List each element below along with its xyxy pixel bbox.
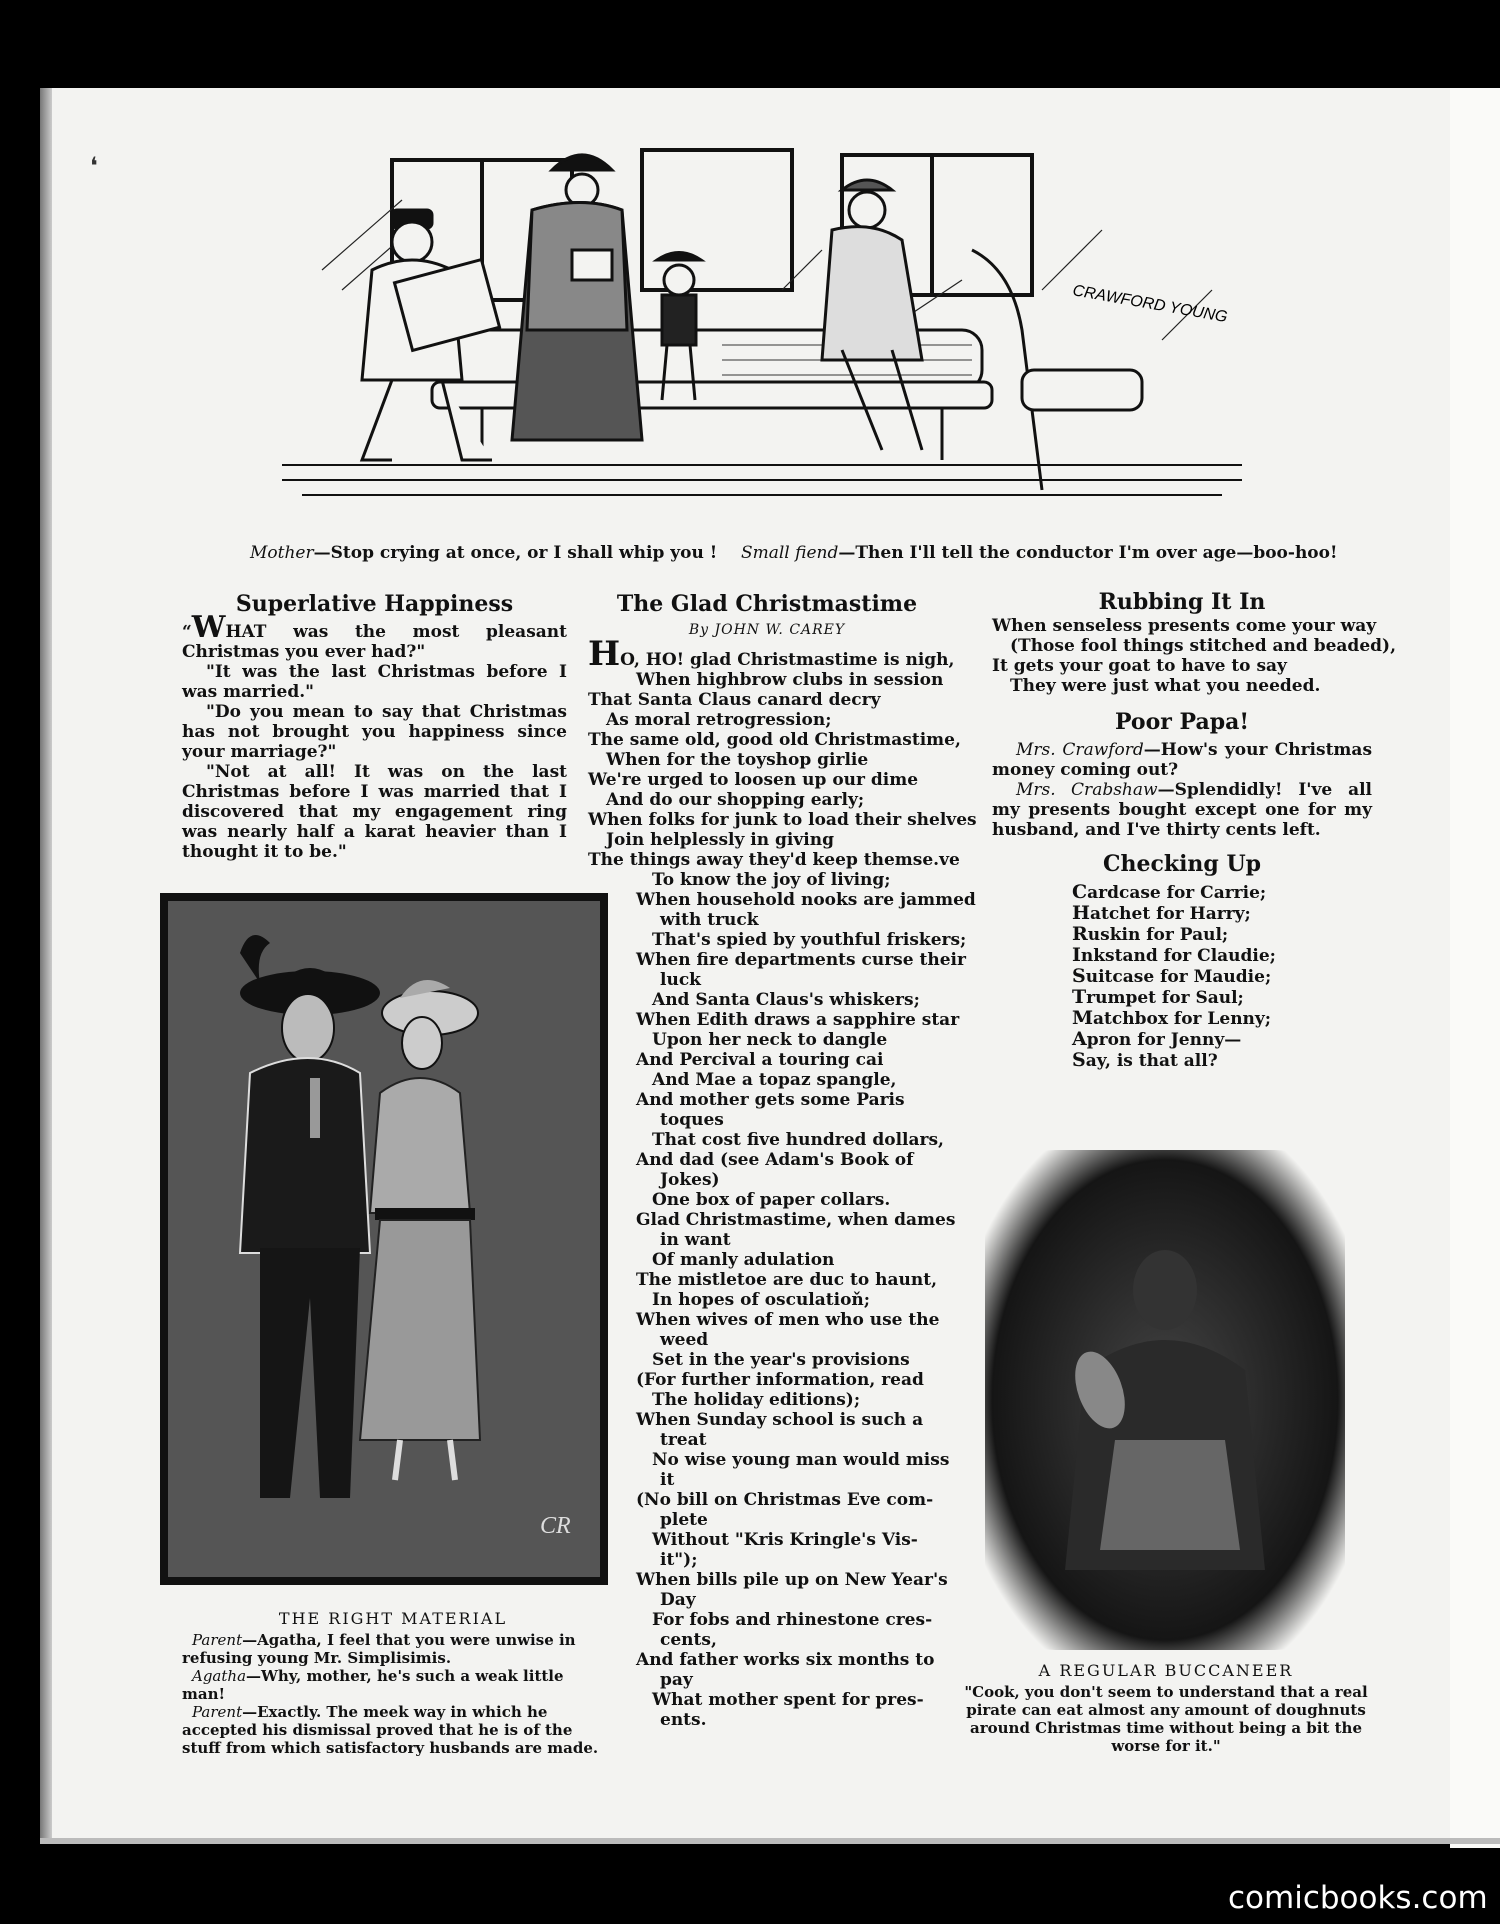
poem-line: Jokes): [660, 1170, 720, 1190]
poem-line: The things away they'd keep themse.ve: [588, 850, 960, 870]
poem-line: To know the joy of living;: [652, 870, 891, 890]
poem-line: When folks for junk to load their shelves: [588, 810, 977, 830]
illustration-signature: CRAWFORD YOUNG: [1071, 282, 1229, 327]
poor-papa-line-1: Mrs. Crawford—How's your Christmas money coming out?: [992, 740, 1373, 780]
poem-line: What mother spent for pres-: [652, 1690, 924, 1710]
dialogue-line-3: Parent—Exactly. The meek way in which he accepted his dismissal proved that he is of the stuff from which satisfactory husbands are made.: [182, 1703, 599, 1757]
poem-byline: By JOHN W. CAREY: [688, 622, 846, 638]
poem-line: toques: [660, 1110, 724, 1130]
poem-line: As moral retrogression;: [606, 710, 832, 730]
checking-item: Cardcase for Carrie;: [1072, 881, 1267, 903]
poem-line: And mother gets some Paris: [636, 1090, 905, 1110]
site-watermark: comicbooks.com: [1228, 1880, 1488, 1916]
caption-role-mother: Mother: [250, 543, 314, 563]
poem-line: No wise young man would miss: [652, 1450, 950, 1470]
right-material-illustration: [160, 893, 608, 1585]
poem-line: pay: [660, 1670, 693, 1690]
margin-mark: ❛: [90, 152, 98, 180]
poem-line: Upon her neck to dangle: [652, 1030, 888, 1050]
next-page-edge: [1450, 88, 1500, 1848]
poem-line: HO, HO! glad Christmastime is nigh,: [588, 634, 955, 674]
superlative-title: Superlative Happiness: [235, 591, 514, 617]
superlative-paragraph-4: "Not at all! It was on the last Christmas before I was married that I discovered that my engagement ring was nearly half a karat heavier than I thought it to be.": [182, 762, 567, 862]
rubbing-title: Rubbing It In: [1098, 589, 1266, 615]
poem-line: Join helplessly in giving: [606, 830, 834, 850]
poem-line: And Percival a touring cai: [636, 1050, 884, 1070]
checking-item: Hatchet for Harry;: [1072, 902, 1251, 924]
rubbing-line: It gets your goat to have to say: [992, 656, 1287, 676]
poem-drop-letter: H: [588, 634, 621, 674]
poem-line: And Mae a topaz spangle,: [652, 1070, 897, 1090]
rubbing-line: When senseless presents come your way: [992, 616, 1377, 636]
superlative-happiness-article: [182, 590, 567, 862]
poem-line: treat: [660, 1430, 707, 1450]
poem-line: And Santa Claus's whiskers;: [652, 990, 920, 1010]
superlative-paragraph-3: "Do you mean to say that Christmas has not brought you happiness since your marriage?": [182, 702, 567, 762]
rubbing-line: (Those fool things stitched and beaded),: [1010, 636, 1396, 656]
poem-line: weed: [660, 1330, 709, 1350]
poem-line: That Santa Claus canard decry: [588, 690, 881, 710]
caption-text-fiend: —Then I'll tell the conductor I'm over age—boo-hoo!: [838, 543, 1338, 563]
dialogue-line-2: Agatha—Why, mother, he's such a weak little man!: [182, 1667, 564, 1703]
drop-letter-w: W: [191, 610, 226, 645]
poem-line: plete: [660, 1510, 708, 1530]
poem-line: And do our shopping early;: [606, 790, 865, 810]
checking-item: Ruskin for Paul;: [1072, 923, 1229, 945]
poem-line: When Edith draws a sapphire star: [636, 1010, 960, 1030]
poem-line: When highbrow clubs in session: [636, 670, 944, 690]
poem-line: Of manly adulation: [652, 1250, 835, 1270]
page-edge: [40, 88, 52, 1840]
buccaneer-title: A REGULAR BUCCANEER: [1038, 1661, 1294, 1680]
quote-open: “: [182, 622, 192, 642]
checking-up-list: [1072, 882, 1372, 1071]
poem-lines: [588, 634, 977, 1730]
poem-line: That cost five hundred dollars,: [652, 1130, 944, 1150]
poem-line: When wives of men who use the: [636, 1310, 940, 1330]
poem-title: The Glad Christmastime: [616, 591, 918, 617]
poem-line: Glad Christmastime, when dames: [636, 1210, 956, 1230]
glad-christmastime-poem: [588, 590, 977, 1730]
poem-line: ents.: [660, 1710, 707, 1730]
caption-role-fiend: Small fiend: [740, 543, 839, 563]
poem-line: When Sunday school is such a: [636, 1410, 924, 1430]
poor-papa-title: Poor Papa!: [1114, 709, 1250, 735]
waiting-room-illustration: [282, 120, 1242, 520]
poem-line: Set in the year's provisions: [652, 1350, 910, 1370]
checking-item: Matchbox for Lenny;: [1072, 1007, 1272, 1029]
superlative-paragraph-1: “WHAT was the most pleasant Christmas you ever had?": [182, 610, 567, 662]
poem-line: That's spied by youthful friskers;: [652, 930, 967, 950]
poem-line: And father works six months to: [636, 1650, 935, 1670]
checking-item: Trumpet for Saul;: [1072, 986, 1244, 1008]
poem-line: One box of paper collars.: [652, 1190, 891, 1210]
buccaneer-caption: [950, 1662, 1382, 1755]
poor-papa-line-2: Mrs. Crabshaw—Splendidly! I've all my presents bought except one for my husband, and I've thirty cents left.: [992, 780, 1373, 840]
poem-line: And dad (see Adam's Book of: [636, 1150, 914, 1170]
superlative-paragraph-2: "It was the last Christmas before I was married.": [182, 662, 567, 702]
poem-line: In hopes of osculatioň;: [652, 1290, 871, 1310]
poem-line: When for the toyshop girlie: [606, 750, 869, 770]
poem-line: (No bill on Christmas Eve com-: [636, 1490, 934, 1510]
poem-line: (For further information, read: [636, 1370, 924, 1390]
poem-line: it");: [660, 1550, 698, 1570]
page-bottom-edge: [40, 1838, 1500, 1844]
poem-line: The holiday editions);: [652, 1390, 861, 1410]
poem-line: The mistletoe are duc to haunt,: [636, 1270, 938, 1290]
poem-line: When bills pile up on New Year's: [636, 1570, 948, 1590]
poem-line: it: [660, 1470, 675, 1490]
checking-up-title: Checking Up: [1102, 851, 1262, 877]
checking-item: Inkstand for Claudie;: [1072, 944, 1276, 966]
rubbing-line: They were just what you needed.: [1010, 676, 1321, 696]
buccaneer-photo: [975, 1140, 1355, 1662]
checking-item: Suitcase for Maudie;: [1072, 965, 1272, 987]
checking-item: Say, is that all?: [1072, 1049, 1218, 1071]
rubbing-lines: [992, 616, 1396, 696]
checking-item: Apron for Jenny—: [1072, 1028, 1242, 1050]
poem-line: For fobs and rhinestone cres-: [652, 1610, 933, 1630]
poem-line: When household nooks are jammed: [636, 890, 976, 910]
buccaneer-caption-text: "Cook, you don't seem to understand that a real pirate can eat almost any amount of doughnuts around Christmas time without being a bit the worse for it.": [964, 1683, 1368, 1755]
poem-line: Day: [660, 1590, 696, 1610]
panel-signature: CR: [540, 1513, 571, 1539]
poem-line: luck: [660, 970, 701, 990]
poem-line: Without "Kris Kringle's Vis-: [652, 1530, 918, 1550]
poem-line: When fire departments curse their: [636, 950, 966, 970]
top-caption: [250, 543, 1338, 563]
right-column: [992, 588, 1396, 1071]
poem-line: cents,: [660, 1630, 717, 1650]
dialogue-line-1: Parent—Agatha, I feel that you were unwise in refusing young Mr. Simplisimis.: [182, 1631, 576, 1667]
caption-text-mother: —Stop crying at once, or I shall whip you !: [313, 543, 718, 563]
poem-line: The same old, good old Christmastime,: [588, 730, 961, 750]
right-material-title: THE RIGHT MATERIAL: [278, 1609, 508, 1628]
right-material-caption: [182, 1610, 604, 1757]
poem-line: We're urged to loosen up our dime: [588, 770, 919, 790]
poem-line: in want: [660, 1230, 731, 1250]
poem-line: with truck: [660, 910, 759, 930]
